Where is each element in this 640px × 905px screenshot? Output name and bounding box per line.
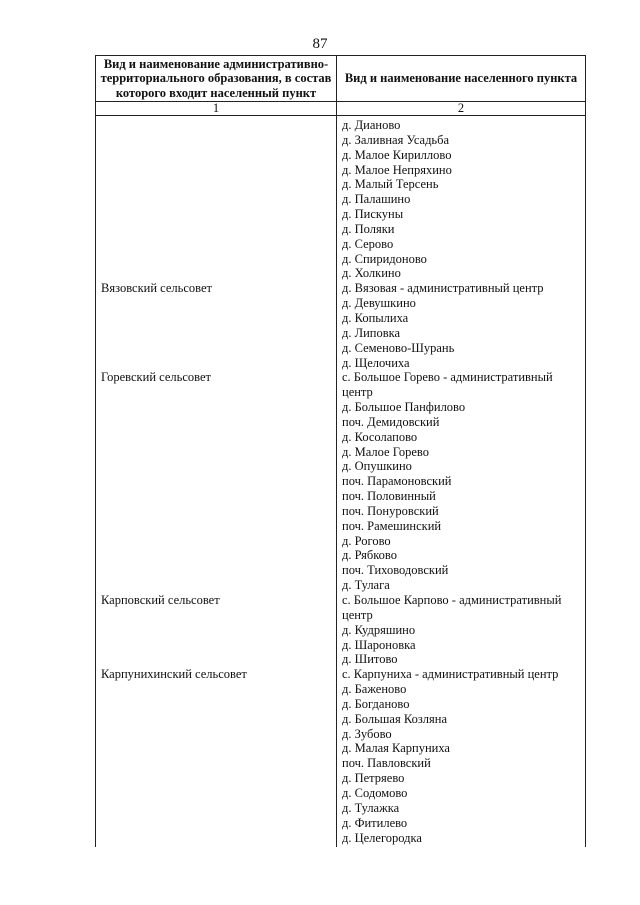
settlement-name: поч. Половинный [342,489,436,504]
settlement-name: д. Баженово [342,682,407,697]
territory-empty [101,786,333,801]
territory-empty [101,712,333,727]
settlement-name: поч. Парамоновский [342,474,452,489]
territory-empty [101,534,333,549]
settlement-name: д. Палашино [342,192,411,207]
column-divider [336,56,337,847]
territory-empty [101,638,333,653]
territory-empty [101,237,333,252]
settlement-name: д. Шитово [342,652,398,667]
territory-column [101,118,333,845]
settlement-name: д. Девушкино [342,296,416,311]
settlement-name: д. Опушкино [342,459,412,474]
territory-empty [101,207,333,222]
territory-empty [101,192,333,207]
header-col-settlement: Вид и наименование населенного пункта [344,71,578,86]
territory-empty [101,504,333,519]
territory-empty [101,133,333,148]
territory-empty [101,459,333,474]
settlement-name: поч. Понуровский [342,503,439,518]
settlement-name: д. Шароновка [342,637,416,652]
territory-empty [101,727,333,742]
settlement-name: центр [342,385,373,400]
settlement-name: с. Большое Карпово - административный [342,593,562,607]
territory-empty [101,652,333,667]
settlements-table [95,55,586,847]
settlement-name: д. Малое Непряхино [342,162,452,177]
territory-empty [101,771,333,786]
settlement-name: д. Вязовая - административный центр [342,281,544,296]
territory-empty [101,430,333,445]
settlement-name: д. Малое Горево [342,444,429,459]
settlement-name: поч. Тиховодовский [342,563,449,578]
settlement-name: поч. Павловский [342,756,431,771]
settlement-name: д. Тулага [342,578,390,593]
settlement-name: д. Петряево [342,771,405,786]
settlement-column [342,118,584,845]
territory-name: Вязовский сельсовет [101,281,212,296]
territory-empty [101,489,333,504]
settlement-name: д. Целегородка [342,830,422,845]
settlement-name: д. Малая Карпуниха [342,741,450,756]
territory-empty [101,801,333,816]
territory-empty [101,578,333,593]
settlement-name: поч. Рамешинский [342,518,442,533]
territory-empty [101,311,333,326]
column-number-2: 2 [457,101,465,115]
settlement-name: д. Щелочиха [342,355,410,370]
territory-empty [101,163,333,178]
territory-empty [101,756,333,771]
territory-empty [101,415,333,430]
territory-empty [101,519,333,534]
settlement-name: центр [342,607,373,622]
settlement-name: д. Копылиха [342,310,409,325]
territory-empty [101,474,333,489]
territory-empty [101,400,333,415]
settlement-name: д. Косолапово [342,429,418,444]
territory-empty [101,831,333,846]
header-col-territory: Вид и наименование административно-территориального образования, в состав которого входит населенный пункт [100,57,332,100]
territory-empty [101,548,333,563]
territory-empty [101,341,333,356]
territory-empty [101,326,333,341]
settlement-name: д. Рябково [342,548,397,563]
territory-empty [101,697,333,712]
territory-name: Карпунихинский сельсовет [101,667,247,682]
settlement-name: д. Зубово [342,726,392,741]
settlement-name: д. Тулажка [342,800,400,815]
territory-empty [101,118,333,133]
settlement-name: д. Поляки [342,221,395,236]
territory-empty [101,266,333,281]
territory-empty [101,445,333,460]
territory-empty [101,222,333,237]
territory-empty [101,563,333,578]
column-number-row [96,101,585,116]
table-header-row [96,56,585,102]
settlement-name: с. Карпуниха - административный центр [342,667,559,682]
settlement-name: с. Большое Горево - административный [342,370,553,385]
settlement-name: д. Большое Панфилово [342,400,466,415]
territory-empty [101,296,333,311]
settlement-name: д. Спиридоново [342,251,427,266]
territory-empty [101,682,333,697]
territory-empty [101,148,333,163]
territory-name: Карповский сельсовет [101,593,220,607]
settlement-name: д. Рогово [342,533,391,548]
settlement-name: д. Заливная Усадьба [342,132,450,147]
settlement-name: д. Холкино [342,266,401,281]
settlement-name: д. Содомово [342,785,408,800]
territory-empty [101,385,333,400]
territory-empty [101,741,333,756]
page-number: 87 [312,36,328,52]
settlement-name: поч. Демидовский [342,414,440,429]
settlement-name: д. Дианово [342,118,401,132]
settlement-name: д. Кудряшино [342,622,416,637]
settlement-name: д. Богданово [342,696,410,711]
settlement-name: д. Липовка [342,325,401,340]
settlement-name: д. Серово [342,236,394,251]
settlement-name: д. Большая Козляна [342,711,447,726]
settlement-name: д. Фитилево [342,815,408,830]
settlement-name: д. Семеново-Шурань [342,340,455,355]
settlement-name: д. Пискуны [342,207,404,222]
territory-empty [101,356,333,371]
settlement-name: д. Малое Кириллово [342,147,452,162]
territory-empty [101,816,333,831]
settlement-name: д. Малый Терсень [342,177,439,192]
territory-empty [101,608,333,623]
territory-name: Горевский сельсовет [101,370,211,385]
territory-empty [101,252,333,267]
territory-empty [101,177,333,192]
column-number-1: 1 [212,101,220,115]
territory-empty [101,623,333,638]
